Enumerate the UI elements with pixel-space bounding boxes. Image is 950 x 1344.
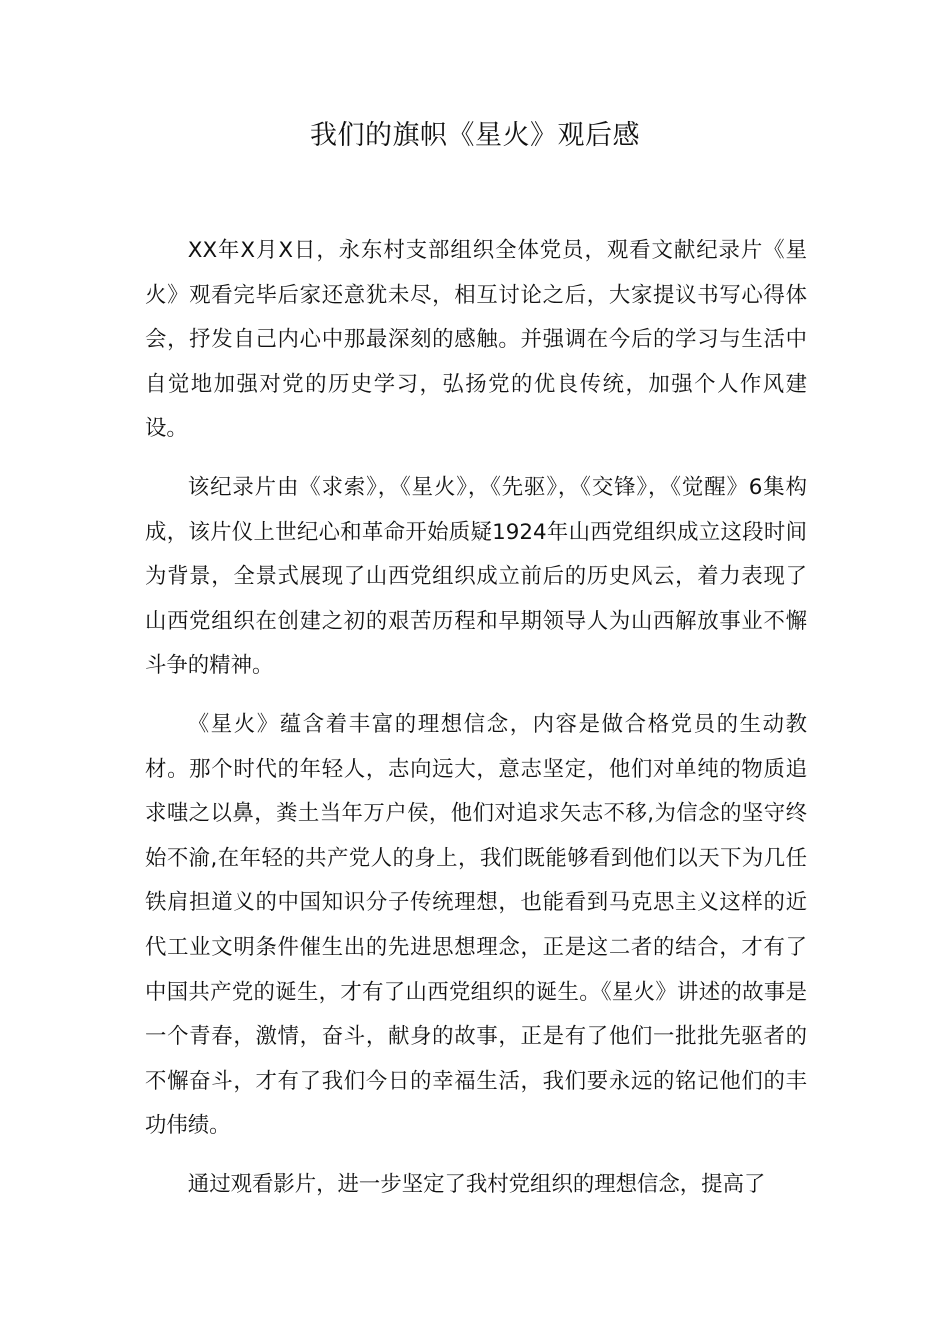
- document-body: [145, 229, 807, 1221]
- paragraph-1: XX年X月X日，永东村支部组织全体党员，观看文献纪录片《星火》观看完毕后家还意犹未尽，相互讨论之后，大家提议书写心得体会，抒发自己内心中那最深刻的感触。并强调在今后的学习与生活中自觉地加强对党的历史学习，弘扬党的优良传统，加强个人作风建设。: [145, 238, 807, 442]
- document-title: 我们的旗帜《星火》观后感: [310, 120, 640, 151]
- paragraph-2: 该纪录片由《求索》，《星火》，《先驱》，《交锋》，《觉醒》6集构成，该片仪上世纪心和革命开始质疑1924年山西党组织成立这段时间为背景，全景式展现了山西党组织成立前后的历史风云，着力表现了山西党组织在创建之初的艰苦历程和早期领导人为山西解放事业不懈斗争的精神。: [145, 474, 807, 679]
- paragraph-3: 《星火》蕴含着丰富的理想信念，内容是做合格党员的生动教材。那个时代的年轻人，志向远大，意志坚定，他们对单纯的物质追求嗤之以鼻，粪土当年万户侯，他们对追求矢志不移,为信念的坚守终始不渝,在年轻的共产党人的身上，我们既能够看到他们以天下为几任铁肩担道义的中国知识分子传统理想，也能看到马克思主义这样的近代工业文明条件催生出的先进思想理念，正是这二者的结合，才有了中国共产党的诞生，才有了山西党组织的诞生。《星火》讲述的故事是一个青春，激情，奋斗，献身的故事，正是有了他们一批批先驱者的不懈奋斗，才有了我们今日的幸福生活，我们要永远的铭记他们的丰功伟绩。: [145, 711, 807, 1139]
- paragraph-4: 通过观看影片，进一步坚定了我村党组织的理想信念，提高了: [187, 1171, 766, 1197]
